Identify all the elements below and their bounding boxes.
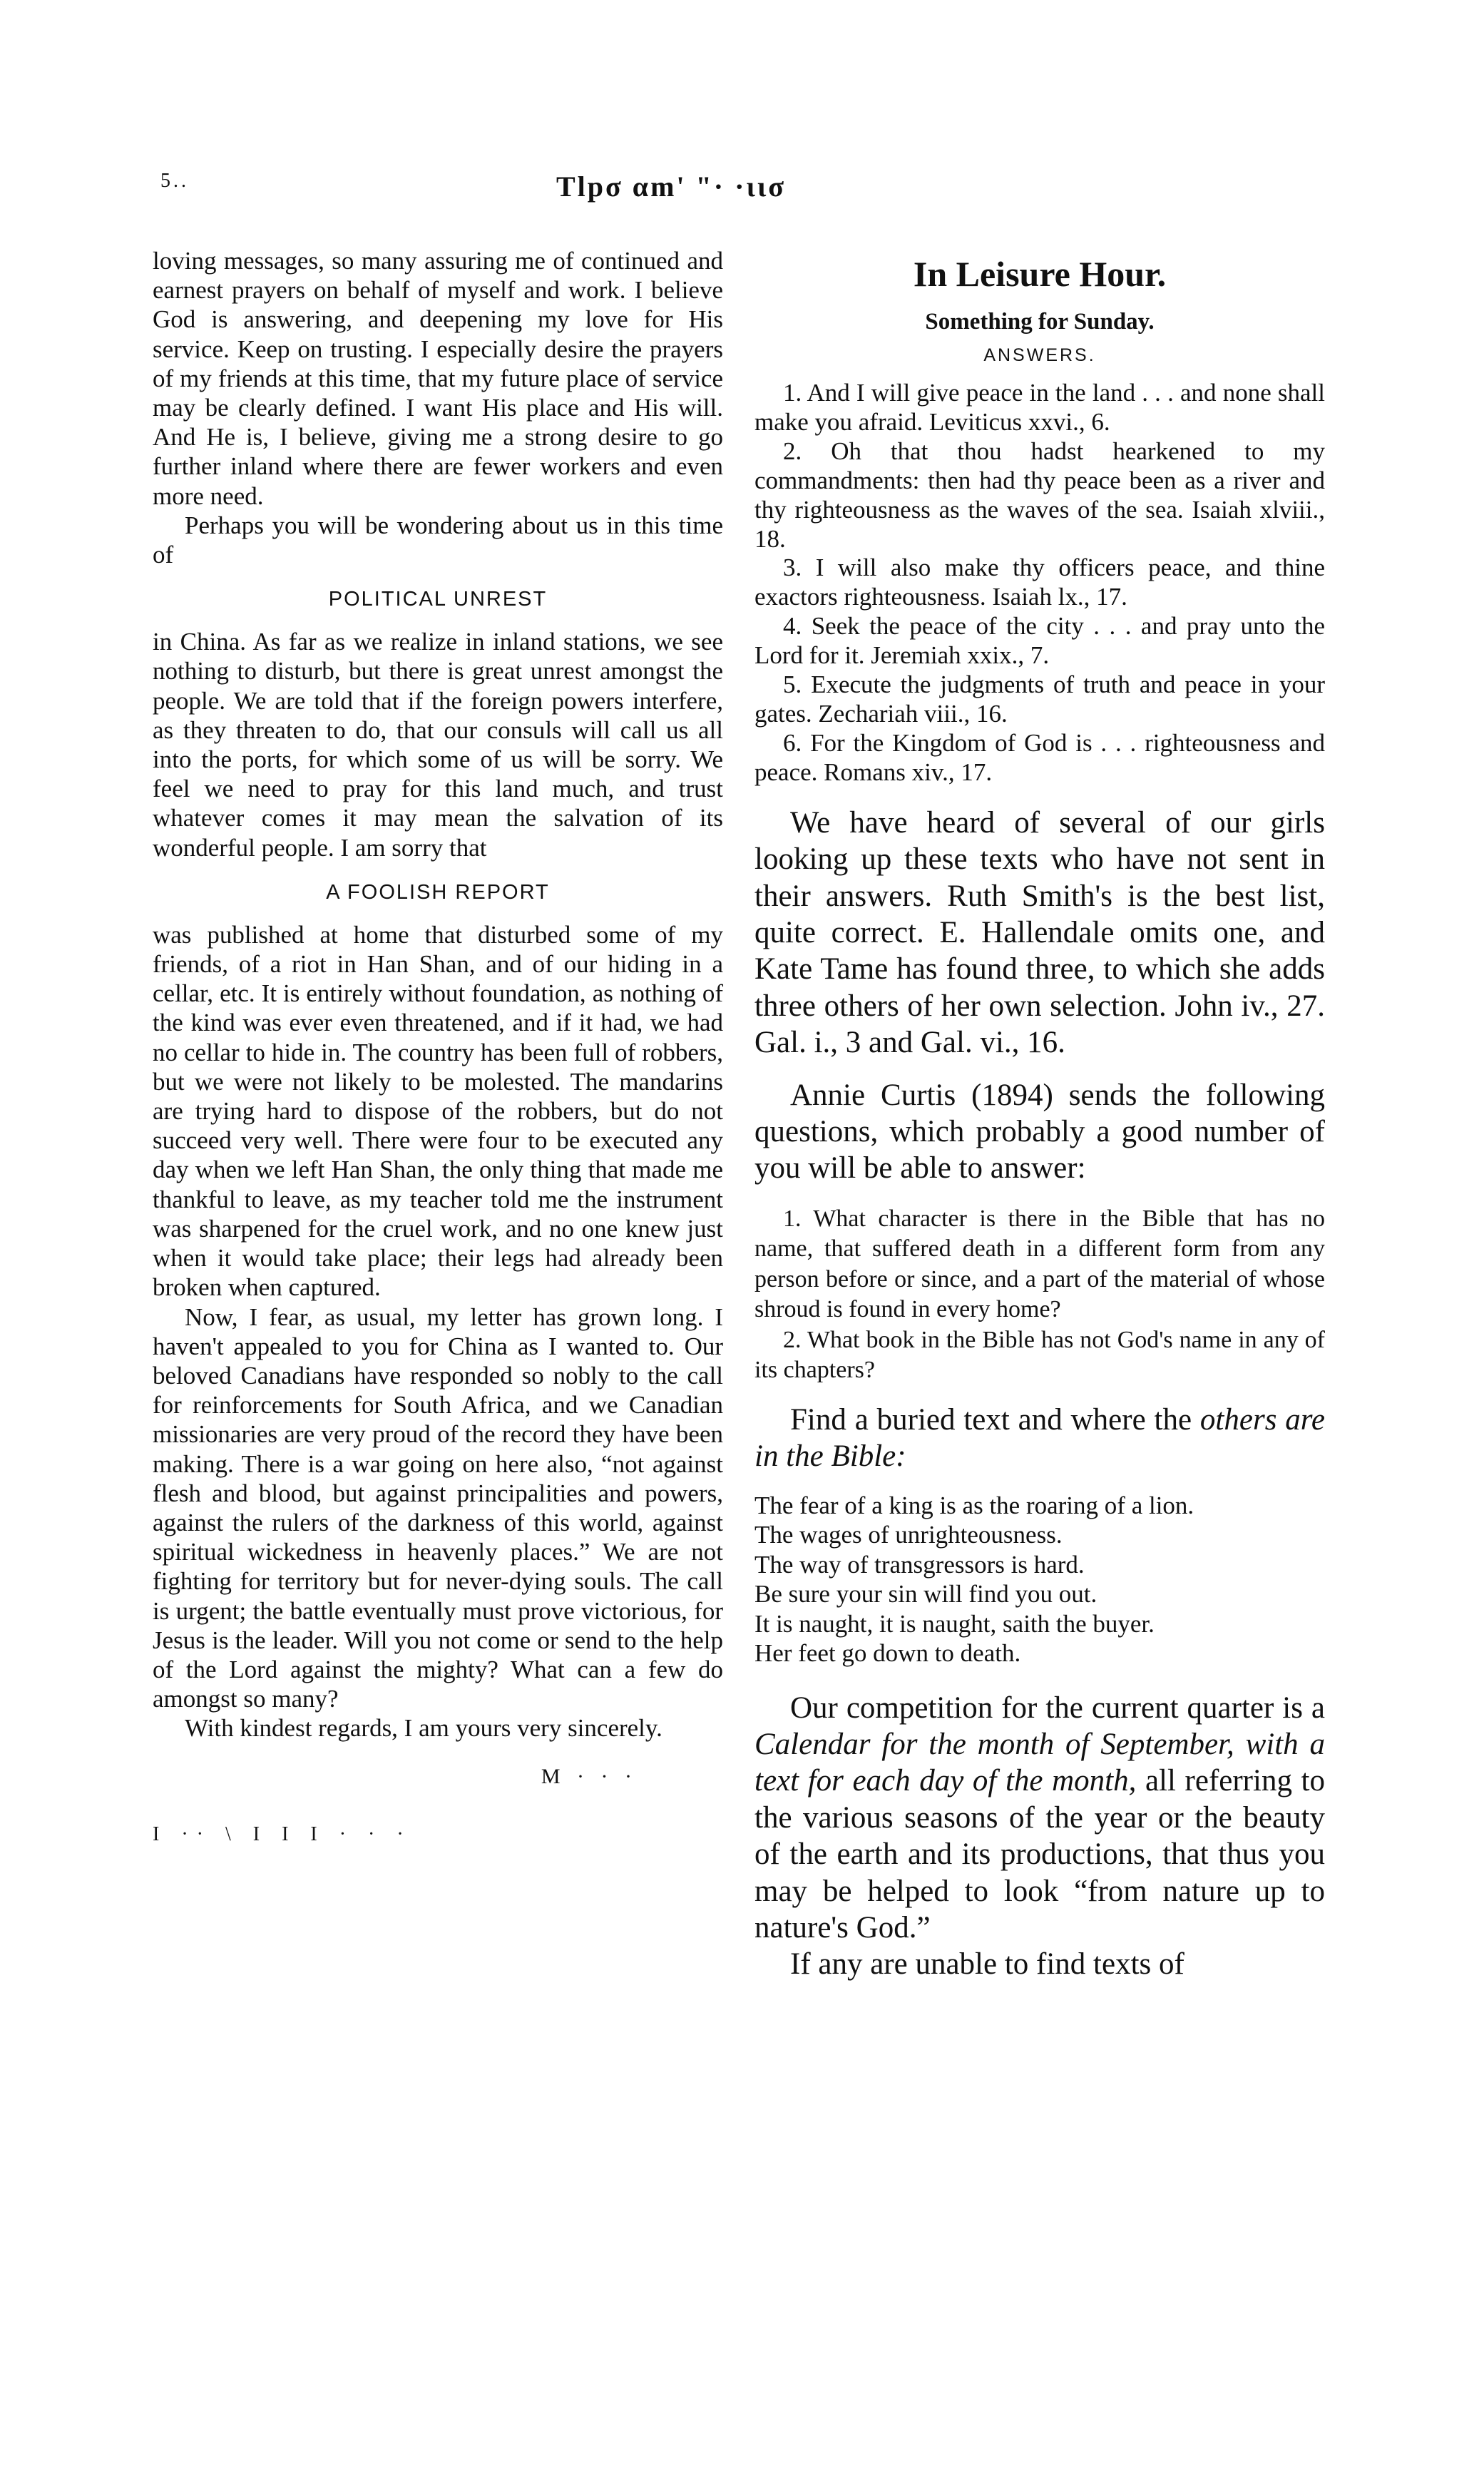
answer-item: 5. Execute the judgments of truth and peace in your gates. Zechariah viii., 16. (754, 671, 1325, 728)
question-item: 2. What book in the Bible has not God's name in any of its chapters? (754, 1326, 1325, 1384)
verse-line: The way of transgressors is hard. (754, 1550, 1085, 1579)
section-heading: A FOOLISH REPORT (326, 880, 550, 904)
section-heading: POLITICAL UNREST (328, 588, 548, 611)
letter-paragraph: in China. As far as we realize in inland stations, we see nothing to disturb, but there is great unrest amongst the people. We are told that if the foreign powers interfere, as they threaten to do, that our consuls will call us all into the ports, for which some of us will be sorry. We feel we need to pray for this land much, and trust whatever comes it may mean the salvation of its wonderful people. I am sorry that (153, 628, 723, 862)
answer-item: 3. I will also make thy officers peace, and thine exactors righteousness. Isaiah lx., 17. (754, 554, 1325, 611)
buried-text-intro-italic: others are in the Bible: (754, 1402, 1325, 1474)
letter-closing: With kindest regards, I am yours very sincerely. (185, 1714, 662, 1743)
verse-line: The wages of unrighteousness. (754, 1521, 1063, 1549)
verse-line: It is naught, it is naught, saith the buyer. (754, 1609, 1155, 1638)
competition-text: Our competition for the current quarter is a (790, 1691, 1325, 1725)
competition-text-end: all referring to the various seasons of the year or the beauty of the earth and its productions, that thus you may be helped to look “from nature up to nature's God.” (754, 1764, 1325, 1944)
verse-line: Her feet go down to death. (754, 1639, 1021, 1668)
section-title: In Leisure Hour. (913, 254, 1167, 294)
editorial-paragraph: We have heard of several of our girls looking up these texts who have not sent in their answers. Ruth Smith's is the best list, quite correct. E. Hallendale omits one, and Kate Tame has found three, to which she adds three others of her own selection. John iv., 27. Gal. i., 3 and Gal. vi., 16. (754, 805, 1325, 1060)
competition-paragraph (754, 1690, 1325, 1947)
letter-paragraph: Now, I fear, as usual, my letter has grown long. I haven't appealed to you for China as I wanted to. Our beloved Canadians have responded so nobly to the call for reinforcements for South Africa, and we Canadian missionaries are very proud of the record they have been making. There is a war going on here also, “not against flesh and blood, but against principalities and powers, against the rulers of the darkness of this world, against spiritual wickedness in heavenly places.” We are not fighting for territory but for never-dying souls. The call is urgent; the battle eventually must prove victorious, for Jesus is the leader. Will you not come or send to the help of the Lord against the mighty? What can a few do amongst so many? (153, 1302, 723, 1713)
answer-item: 4. Seek the peace of the city . . . and pray unto the Lord for it. Jeremiah xxix., 7. (754, 612, 1325, 670)
question-item: 1. What character is there in the Bible that has no name, that suffered death in a different form from any person before or since, and a part of the material of whose shroud is found in every home? (754, 1205, 1325, 1323)
page-number: 5.. (160, 170, 189, 192)
answer-item: 1. And I will give peace in the land . . . and none shall make you afraid. Leviticus xxvi., 6. (754, 379, 1325, 436)
editorial-paragraph: Annie Curtis (1894) sends the following questions, which probably a good number of you will be able to answer: (754, 1078, 1325, 1186)
buried-text-intro (754, 1402, 1325, 1475)
signature: M · · · (541, 1764, 638, 1788)
verse-line: Be sure your sin will find you out. (754, 1580, 1097, 1608)
answers-heading: ANSWERS. (983, 345, 1096, 365)
letter-paragraph: Perhaps you will be wondering about us in this time of (153, 511, 723, 569)
letter-paragraph: was published at home that disturbed some of my friends, of a riot in Han Shan, and of our hiding in a cellar, etc. It is entirely without foundation, as nothing of the kind was ever even threatened, and if it had, we had no cellar to hide in. The country has been full of robbers, but we were not likely to be molested. The mandarins are trying hard to dispose of the robbers, but do not succeed very well. There were four to be executed any day when we left Han Shan, the only thing that made me thankful to leave, as my teacher told me the instrument was sharpened for the cruel work, and no one knew just when it would take place; their legs had already been broken when captured. (153, 920, 723, 1302)
buried-text-intro-plain: Find a buried text and where the (790, 1402, 1192, 1437)
running-header (0, 170, 1484, 213)
competition-italic: Calendar for the month of September, with a text for each day of the month, (754, 1727, 1325, 1798)
section-subtitle: Something for Sunday. (925, 309, 1155, 335)
footer-mark: I ·· \ I I I · · · (153, 1822, 412, 1845)
verse-line: The fear of a king is as the roaring of a lion. (754, 1491, 1194, 1519)
running-title: Tlpσ αm' "· ·ιισ (556, 170, 787, 203)
answer-item: 2. Oh that thou hadst hearkened to my commandments: then had thy peace been as a river and thy righteousness as the waves of the sea. Isaiah xlviii., 18. (754, 437, 1325, 553)
answer-item: 6. For the Kingdom of God is . . . righteousness and peace. Romans xiv., 17. (754, 728, 1325, 786)
left-column (153, 246, 723, 1846)
closing-paragraph: If any are unable to find texts of (790, 1947, 1184, 1982)
letter-paragraph: loving messages, so many assuring me of continued and earnest prayers on behalf of myself and work. I believe God is answering, and deepening my love for His service. Keep on trusting. I especially desire the prayers of my friends at this time, that my future place of service may be clearly defined. I want His place and His will. And He is, I believe, giving me a strong desire to go further inland where there are fewer workers and even more need. (153, 247, 723, 510)
right-column (754, 246, 1325, 1983)
